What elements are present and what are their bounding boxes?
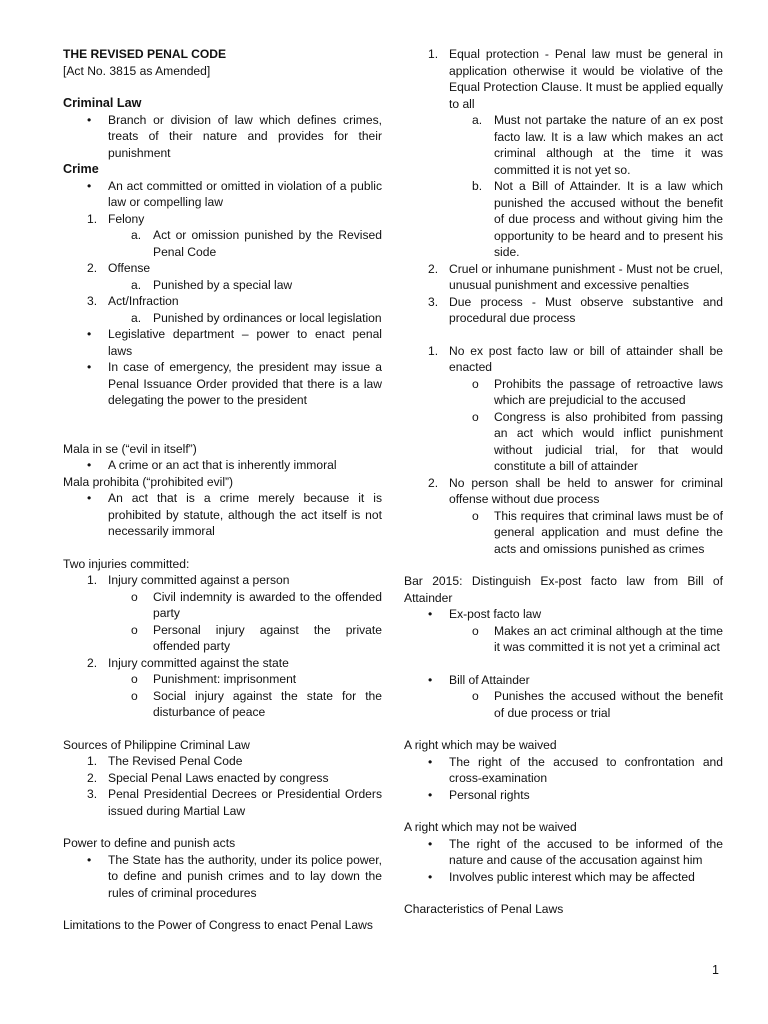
- list-item: 1. The Revised Penal Code: [87, 754, 243, 768]
- list-item: o Punishment: imprisonment: [131, 672, 297, 686]
- injuries-heading: Two injuries committed:: [63, 556, 190, 571]
- list-item: • The State has the authority, under its police power, to define and punish crimes and to lay down the rules of criminal procedures: [87, 852, 382, 900]
- list-item: • Involves public interest which may be affected: [428, 869, 695, 884]
- left-column: [63, 46, 382, 934]
- list-item: • Bill of Attainder: [428, 672, 530, 687]
- mala-in-se-heading: Mala in se (“evil in itself”): [63, 441, 197, 456]
- power-heading: Power to define and punish acts: [63, 836, 236, 850]
- list-item: 1. Injury committed against a person: [87, 573, 290, 587]
- list-item: o Social injury against the state for the disturbance of peace: [131, 688, 382, 719]
- list-item: 1. No ex post facto law or bill of attainder shall be enacted: [428, 343, 723, 374]
- list-item: • An act that is a crime merely because it is prohibited by statute, although the act itself is not necessarily immoral: [87, 491, 382, 538]
- crime-heading: Crime: [63, 162, 99, 176]
- list-item: 2. Special Penal Laws enacted by congress: [87, 770, 329, 785]
- list-item: • The right of the accused to confrontation and cross-examination: [428, 754, 723, 785]
- list-item: 3. Penal Presidential Decrees or Presidential Orders issued during Martial Law: [87, 787, 382, 818]
- list-item: • An act committed or omitted in violation of a public law or compelling law: [87, 178, 382, 209]
- list-item: • Legislative department – power to enact penal laws: [87, 327, 382, 358]
- list-item: • A crime or an act that is inherently immoral: [87, 458, 337, 472]
- list-item: • In case of emergency, the president may issue a Penal Issuance Order provided that there is a law delegating the power to the president: [87, 360, 382, 407]
- list-item: a. Punished by a special law: [131, 277, 293, 292]
- list-item: 2. No person shall be held to answer for criminal offense without due process: [428, 475, 723, 506]
- list-item: 2. Cruel or inhumane punishment - Must not be cruel, unusual punishment and excessive penalties: [428, 261, 723, 292]
- limitations-heading: Limitations to the Power of Congress to enact Penal Laws: [63, 918, 373, 932]
- list-item: o Civil indemnity is awarded to the offended party: [131, 589, 382, 620]
- not-waived-heading: A right which may not be waived: [404, 820, 577, 834]
- bar-2015-heading: Bar 2015: Distinguish Ex-post facto law from Bill of Attainder: [404, 574, 723, 605]
- sources-heading: Sources of Philippine Criminal Law: [63, 737, 250, 752]
- list-item: 2. Injury committed against the state: [87, 655, 289, 670]
- list-item: a. Act or omission punished by the Revised Penal Code: [131, 228, 382, 259]
- list-item: 1. Equal protection - Penal law must be general in application otherwise it would be violative of the Equal Protection Clause. It must be applied equally to all: [428, 47, 723, 111]
- list-item: • Personal rights: [428, 787, 530, 802]
- list-item: 3. Due process - Must observe substantive and procedural due process: [428, 294, 723, 325]
- list-item: • Ex-post facto law: [428, 607, 542, 621]
- page-number: 1: [712, 963, 719, 977]
- list-item: a. Punished by ordinances or local legislation: [131, 310, 382, 325]
- list-item: • The right of the accused to be informed of the nature and cause of the accusation against him: [428, 836, 723, 867]
- list-item: 3. Act/Infraction: [87, 294, 179, 308]
- mala-prohibita-heading: Mala prohibita (“prohibited evil”): [63, 474, 234, 489]
- waived-heading: A right which may be waived: [404, 738, 557, 752]
- list-item: • Branch or division of law which defines crimes, treats of their nature and provides for their punishment: [87, 112, 382, 160]
- list-item: b. Not a Bill of Attainder. It is a law which punished the accused without the benefit of due process and without giving him the opportunity to be heard and to present his side.: [472, 179, 723, 259]
- list-item: o Prohibits the passage of retroactive laws which are prejudicial to the accused: [472, 376, 723, 407]
- list-item: o Makes an act criminal although at the time it was committed it is not yet a criminal act: [472, 623, 723, 654]
- list-item: a. Must not partake the nature of an ex post facto law. It is a law which makes an act criminal although at the time it was committed it is not yet so.: [472, 113, 723, 177]
- list-item: 2. Offense: [87, 261, 151, 275]
- list-item: o Personal injury against the private offended party: [131, 622, 382, 653]
- list-item: 1. Felony: [87, 211, 145, 226]
- list-item: o This requires that criminal laws must be of general application and must define the acts and omissions punished as crimes: [472, 508, 723, 556]
- right-column: [404, 46, 723, 918]
- document-title: THE REVISED PENAL CODE: [63, 47, 227, 61]
- document-subtitle: [Act No. 3815 as Amended]: [63, 63, 211, 78]
- list-item: o Punishes the accused without the benefit of due process or trial: [472, 689, 723, 720]
- list-item: o Congress is also prohibited from passing an act which would inflict punishment without judicial trial, for that would constitute a bill of attainder: [472, 409, 723, 473]
- characteristics-heading: Characteristics of Penal Laws: [404, 902, 564, 916]
- criminal-law-heading: Criminal Law: [63, 96, 142, 110]
